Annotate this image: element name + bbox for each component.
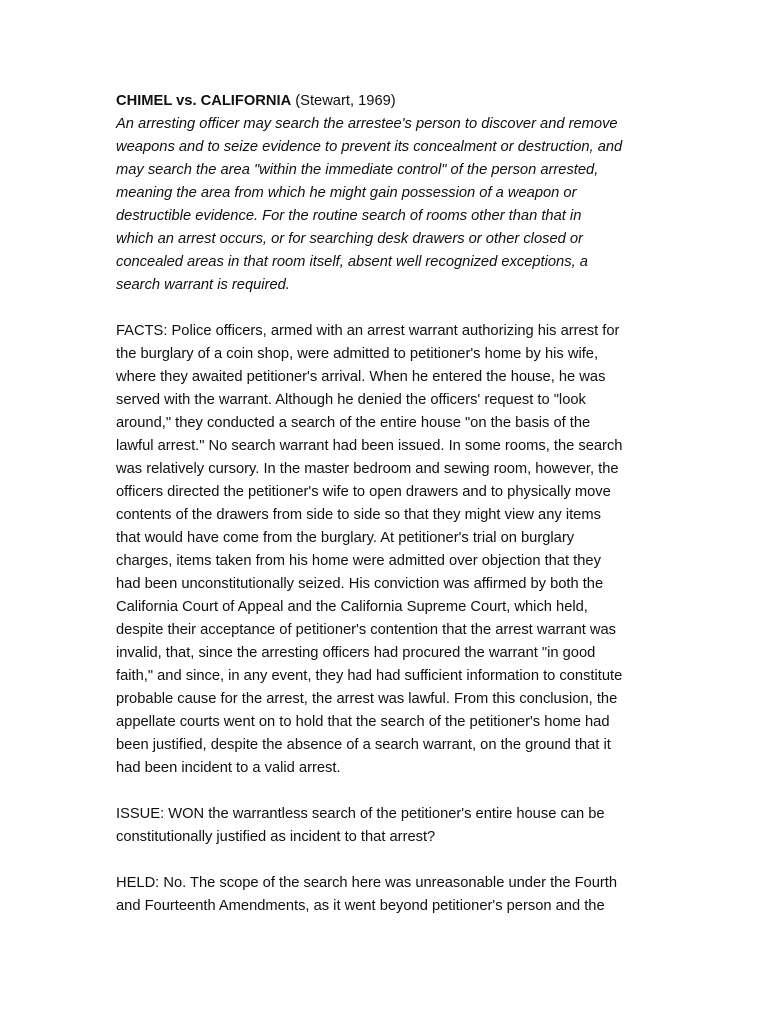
document-page	[116, 90, 656, 918]
facts-line: faith," and since, in any event, they had had sufficient information to constitute	[116, 668, 623, 684]
facts-line: FACTS: Police officers, armed with an arrest warrant authorizing his arrest for	[116, 323, 620, 339]
held-line: HELD: No. The scope of the search here was unreasonable under the Fourth	[116, 875, 618, 891]
paragraph-spacer	[116, 849, 656, 872]
facts-line: been justified, despite the absence of a search warrant, on the ground that it	[116, 737, 611, 753]
holding-line: search warrant is required.	[116, 277, 290, 293]
facts-line: contents of the drawers from side to side so that they might view any items	[116, 507, 601, 523]
case-title: CHIMEL vs. CALIFORNIA	[116, 93, 292, 109]
facts-line: California Court of Appeal and the California Supreme Court, which held,	[116, 599, 588, 615]
facts-line: where they awaited petitioner's arrival. When he entered the house, he was	[116, 369, 606, 385]
facts-line: served with the warrant. Although he denied the officers' request to "look	[116, 392, 586, 408]
facts-line: appellate courts went on to hold that the search of the petitioner's home had	[116, 714, 610, 730]
facts-line: despite their acceptance of petitioner's contention that the arrest warrant was	[116, 622, 617, 638]
facts-line: probable cause for the arrest, the arrest was lawful. From this conclusion, the	[116, 691, 618, 707]
case-citation: (Stewart, 1969)	[291, 93, 396, 109]
facts-line: that would have come from the burglary. At petitioner's trial on burglary	[116, 530, 575, 546]
holding-line: meaning the area from which he might gain possession of a weapon or	[116, 185, 577, 201]
facts-line: around," they conducted a search of the entire house "on the basis of the	[116, 415, 591, 431]
facts-line: was relatively cursory. In the master bedroom and sewing room, however, the	[116, 461, 619, 477]
holding-line: destructible evidence. For the routine search of rooms other than that in	[116, 208, 582, 224]
facts-line: had been unconstitutionally seized. His conviction was affirmed by both the	[116, 576, 604, 592]
issue-paragraph	[116, 803, 656, 849]
holding-line: An arresting officer may search the arrestee's person to discover and remove	[116, 116, 618, 132]
case-heading	[116, 90, 656, 113]
facts-line: lawful arrest." No search warrant had been issued. In some rooms, the search	[116, 438, 623, 454]
holding-paragraph	[116, 113, 656, 297]
facts-line: officers directed the petitioner's wife to open drawers and to physically move	[116, 484, 611, 500]
holding-line: may search the area "within the immediate control" of the person arrested,	[116, 162, 599, 178]
held-paragraph	[116, 872, 656, 918]
issue-line: ISSUE: WON the warrantless search of the petitioner's entire house can be	[116, 806, 605, 822]
issue-line: constitutionally justified as incident to that arrest?	[116, 829, 436, 845]
facts-line: charges, items taken from his home were admitted over objection that they	[116, 553, 601, 569]
facts-line: invalid, that, since the arresting officers had procured the warrant "in good	[116, 645, 596, 661]
holding-line: concealed areas in that room itself, absent well recognized exceptions, a	[116, 254, 588, 270]
paragraph-spacer	[116, 780, 656, 803]
holding-line: weapons and to seize evidence to prevent its concealment or destruction, and	[116, 139, 623, 155]
facts-line: had been incident to a valid arrest.	[116, 760, 341, 776]
held-line: and Fourteenth Amendments, as it went beyond petitioner's person and the	[116, 898, 605, 914]
paragraph-spacer	[116, 297, 656, 320]
facts-line: the burglary of a coin shop, were admitted to petitioner's home by his wife,	[116, 346, 599, 362]
holding-line: which an arrest occurs, or for searching desk drawers or other closed or	[116, 231, 583, 247]
facts-paragraph	[116, 320, 656, 780]
